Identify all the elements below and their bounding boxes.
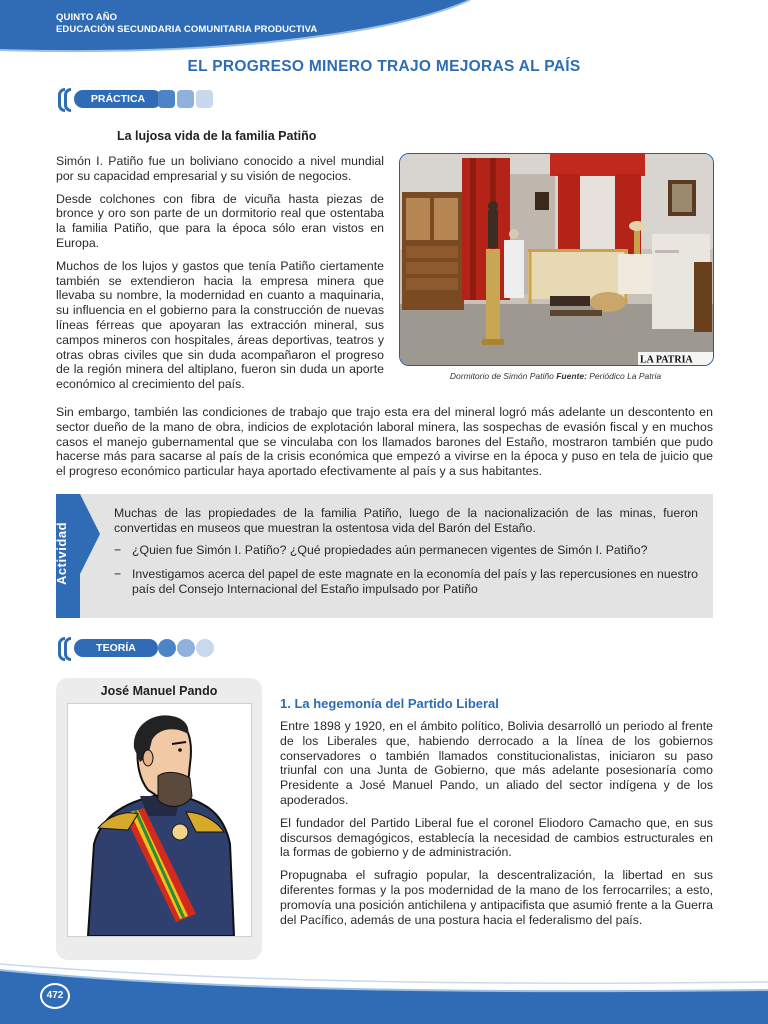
header-level: EDUCACIÓN SECUNDARIA COMUNITARIA PRODUCTIVA: [56, 24, 318, 35]
practica-text-column: [56, 154, 384, 392]
practica-paragraph: Muchos de los lujos y gastos que tenía Patiño ciertamente también se extendieron hacia la empresa minera que llevaba su nombre, la modernidad en cuanto a maquinaria, su influencia en el gobierno para la construcción de nuevas líneas férreas que apoyaran las extracción mineral, sus campos mineros con hospitales, áreas deportivas, teatros y otras obras civiles que sin duda acompañaron el progreso de la región minera del altiplano, fueron sin duda un aporte económico al crecimiento del país.: [56, 258, 384, 392]
activity-item: [114, 567, 698, 597]
teoria-paragraph: El fundador del Partido Liberal fue el coronel Eliodoro Camacho que, en sus discursos demagógicos, establecía la necesidad de cambios estructurales en la formas de gobierno y de administración.: [280, 815, 713, 860]
page-number: 472: [40, 983, 70, 1009]
activity-bullet: −: [114, 542, 122, 557]
photo-caption: [399, 371, 712, 381]
bedroom-photo: [399, 153, 714, 366]
teoria-paragraph: Propugnaba el sufragio popular, la descentralización, la libertad en sus diferentes formas y la pos modernidad de la mano de los ferrocarriles; a esto, promovía una posición antichilena y antipacifista que asumió frente a la Guerra del Pacífico, además de una postura hacia el federalismo del país.: [280, 868, 713, 927]
photo-caption-source-label: Fuente:: [556, 371, 587, 381]
section-pill-practica: [56, 90, 216, 108]
portrait-image: [67, 703, 252, 937]
activity-item-text: Investigamos acerca del papel de este magnate en la economía del país y las repercusiones en nuestro país del Consejo Internacional del Estaño impulsado por Patiño: [132, 567, 698, 597]
portrait-name: José Manuel Pando: [100, 684, 218, 698]
teoria-paragraph: Entre 1898 y 1920, en el ámbito político, Bolivia desarrolló un periodo al frente de los Liberales que, habiendo derrocado a la línea de los gobiernos conservadores o también llamados constitucionalistas, iniciaron su paso triunfal con una Junta de Gobierno, que más adelante posesionaría como Presidente a José Manuel Pando, un aliado del sector indígena y de los apoderados.: [280, 719, 713, 807]
activity-bullet: −: [114, 567, 122, 582]
practica-full-paragraph-wrap: [56, 405, 713, 479]
photo-caption-text: Dormitorio de Simón Patiño: [449, 371, 557, 381]
header-grade: QUINTO AÑO: [56, 12, 118, 23]
activity-content: [114, 506, 698, 597]
activity-item-text: ¿Quien fue Simón I. Patiño? ¿Qué propiedades aún permanecen vigentes de Simón I. Patiño?: [132, 542, 648, 557]
practica-subtitle: La lujosa vida de la familia Patiño: [117, 129, 317, 143]
section-pill-teoria: [56, 639, 226, 657]
teoria-text-column: [280, 719, 713, 927]
activity-item: [114, 543, 698, 558]
teoria-heading: 1. La hegemonía del Partido Liberal: [280, 696, 499, 711]
teoria-label: TEORÍA: [74, 639, 158, 657]
svg-text:LA PATRIA: LA PATRIA: [640, 354, 693, 365]
practica-paragraph: Desde colchones con fibra de vicuña hasta piezas de bronce y oro son parte de un dormitorio real que ostentaba la familia Patiño, que para la época sólo eran vistos en Europa.: [56, 191, 384, 250]
footer-band: [0, 960, 768, 1024]
page-title: EL PROGRESO MINERO TRAJO MEJORAS AL PAÍS: [187, 58, 581, 75]
practica-label: PRÁCTICA: [74, 90, 162, 108]
photo-caption-source: Periódico La Patria: [586, 371, 662, 381]
practica-full-paragraph: Sin embargo, también las condiciones de trabajo que trajo esta era del mineral logró más adelante un descontento en sector dueño de la mano de obra, indicios de explotación laboral minera, las sospechas de evasión fiscal y en muchos casos el manejo gubernamental que se vinculaba con los llamados barones del Estaño, mostraron también que pudo hacerse más para sacarse al país de la crisis económica que empezó a vivirse en la época y puso en tela de juicio que el progreso económico particular haya aportado efectivamente al país y a sus habitantes.: [56, 405, 713, 479]
practica-paragraph: Simón I. Patiño fue un boliviano conocido a nivel mundial por su capacidad empresarial y su visión de negocios.: [56, 154, 384, 183]
activity-intro: Muchas de las propiedades de la familia Patiño, luego de la nacionalización de las minas, fueron convertidas en museos que muestran la ostentosa vida del Barón del Estaño.: [114, 506, 698, 535]
activity-label: Actividad: [54, 521, 69, 585]
